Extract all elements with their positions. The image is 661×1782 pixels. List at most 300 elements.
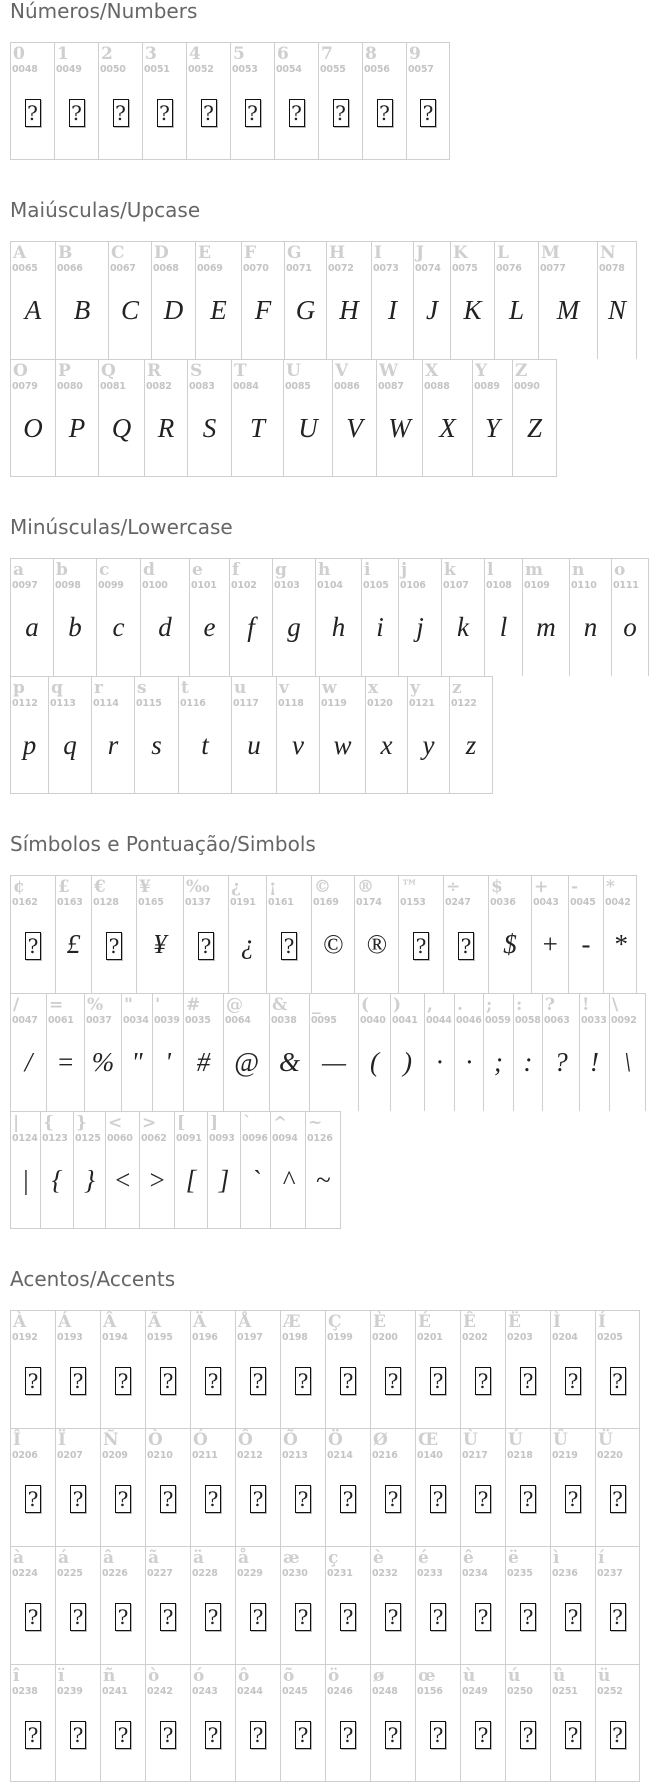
missing-glyph-icon (11, 1717, 55, 1749)
glyph-cell (488, 875, 531, 993)
character-label: $ (491, 877, 503, 897)
section-accents (10, 1268, 661, 1782)
character-code: 0193 (57, 1332, 83, 1343)
character-code: 0083 (189, 381, 215, 392)
character-code: 0047 (12, 1015, 38, 1026)
character-code: 0123 (42, 1133, 68, 1144)
glyph-cell (305, 1111, 341, 1229)
glyph-cell (269, 993, 309, 1111)
character-code: 0198 (282, 1332, 308, 1343)
character-label: { (43, 1113, 54, 1133)
glyph-preview (11, 729, 48, 761)
glyph-cell (325, 1664, 370, 1782)
character-code: 0095 (311, 1015, 337, 1026)
glyph-preview (414, 294, 450, 326)
glyph-cell (178, 676, 231, 794)
missing-glyph-icon (101, 1481, 145, 1513)
glyph-preview (513, 412, 556, 444)
glyph-text: I (388, 295, 397, 325)
character-label: f (232, 560, 240, 580)
character-code: 0105 (363, 580, 389, 591)
glyph-cell (207, 1111, 240, 1229)
glyph-cell (361, 558, 398, 676)
character-label: Ø (373, 1430, 388, 1450)
character-label: á (58, 1548, 70, 1568)
glyph-text: ? (458, 932, 474, 960)
missing-glyph-icon (551, 1599, 595, 1631)
glyph-cell (284, 241, 326, 359)
character-label: H (329, 243, 346, 263)
character-label: Ì (553, 1312, 561, 1332)
missing-glyph-icon (371, 1363, 415, 1395)
character-code: 0109 (524, 580, 550, 591)
character-label: ™ (401, 877, 418, 897)
character-label: å (238, 1548, 250, 1568)
character-label: æ (283, 1548, 300, 1568)
missing-glyph-icon (231, 95, 274, 127)
character-code: 0074 (415, 263, 441, 274)
glyph-preview (196, 294, 241, 326)
glyph-text: © (322, 929, 344, 959)
glyph-cell (235, 1310, 280, 1428)
glyph-cell (55, 1310, 100, 1428)
glyph-text: ? (205, 1603, 221, 1631)
character-code: 0169 (313, 897, 339, 908)
missing-glyph-icon (56, 1481, 100, 1513)
character-label: Ç (328, 1312, 342, 1332)
character-code: 0062 (141, 1133, 167, 1144)
character-label: ú (508, 1666, 521, 1686)
character-label: Ù (463, 1430, 478, 1450)
glyph-text: t (201, 730, 209, 760)
glyph-text: ® (366, 929, 387, 959)
character-label: q (51, 678, 63, 698)
character-code: 0120 (367, 698, 393, 709)
glyph-text: < (113, 1165, 132, 1195)
character-code: 0063 (544, 1015, 570, 1026)
glyph-preview (41, 1164, 73, 1196)
missing-glyph-icon (191, 1717, 235, 1749)
glyph-cell (370, 1428, 415, 1546)
character-code: 0197 (237, 1332, 263, 1343)
glyph-cell (100, 1546, 145, 1664)
glyph-text: ? (250, 1603, 266, 1631)
character-code: 0137 (185, 897, 211, 908)
character-code: 0073 (373, 263, 399, 274)
glyph-preview (56, 294, 108, 326)
missing-glyph-icon (99, 95, 142, 127)
glyph-text: ( (370, 1047, 379, 1077)
glyph-preview (232, 729, 276, 761)
character-code: 0194 (102, 1332, 128, 1343)
character-label: E (198, 243, 211, 263)
missing-glyph-icon (399, 928, 443, 960)
glyph-text: ? (520, 1367, 536, 1395)
glyph-preview (598, 294, 636, 326)
character-label: & (272, 995, 288, 1015)
glyph-cell (266, 875, 311, 993)
glyph-preview (74, 1164, 105, 1196)
character-label: # (186, 995, 201, 1015)
glyph-preview (362, 611, 398, 643)
character-label: d (143, 560, 155, 580)
glyph-preview (92, 729, 134, 761)
character-label: s (137, 678, 147, 698)
glyph-preview (610, 1046, 645, 1078)
character-code: 0125 (75, 1133, 101, 1144)
glyph-cell (550, 1664, 595, 1782)
section-symbols (10, 833, 661, 1229)
character-label: n (572, 560, 585, 580)
missing-glyph-icon (11, 95, 54, 127)
character-label: K (453, 243, 468, 263)
character-code: 0085 (285, 381, 311, 392)
glyph-preview (366, 729, 407, 761)
glyph-cell (460, 1310, 505, 1428)
glyph-cell (318, 42, 362, 160)
glyph-cell (424, 993, 454, 1111)
glyph-cell (274, 42, 318, 160)
glyph-text: > (147, 1165, 167, 1195)
glyph-cell (309, 993, 358, 1111)
glyph-text: L (508, 295, 525, 325)
character-code: 0101 (191, 580, 217, 591)
character-label: ¿ (231, 877, 241, 897)
glyph-text: - (581, 929, 591, 959)
character-label: X (425, 361, 439, 381)
character-label: Ä (193, 1312, 207, 1332)
glyph-grid (10, 42, 661, 160)
character-label: b (56, 560, 68, 580)
glyph-text: $ (503, 929, 517, 959)
glyph-text: ? (430, 1485, 446, 1513)
missing-glyph-icon (326, 1717, 370, 1749)
glyph-text: · (436, 1047, 443, 1077)
glyph-cell (235, 1428, 280, 1546)
character-code: 0056 (364, 64, 390, 75)
character-code: 0203 (507, 1332, 533, 1343)
missing-glyph-icon (596, 1599, 639, 1631)
missing-glyph-icon (371, 1599, 415, 1631)
missing-glyph-icon (416, 1481, 460, 1513)
character-label: â (103, 1548, 115, 1568)
glyph-preview (277, 729, 319, 761)
glyph-text: ? (69, 99, 85, 127)
missing-glyph-icon (146, 1599, 190, 1631)
glyph-cell (280, 1310, 325, 1428)
missing-glyph-icon (506, 1717, 550, 1749)
glyph-text: ? (413, 932, 429, 960)
character-label: m (525, 560, 543, 580)
glyph-preview (54, 611, 96, 643)
missing-glyph-icon (56, 1717, 100, 1749)
character-label: î (13, 1666, 20, 1686)
character-code: 0244 (237, 1686, 263, 1697)
missing-glyph-icon (461, 1599, 505, 1631)
glyph-text: j (416, 612, 424, 642)
missing-glyph-icon (101, 1599, 145, 1631)
character-label: x (368, 678, 379, 698)
glyph-cell (568, 875, 603, 993)
character-label: C (111, 243, 125, 263)
glyph-preview (184, 1046, 223, 1078)
missing-glyph-icon (56, 1363, 100, 1395)
character-code: 0100 (142, 580, 168, 591)
glyph-cell (134, 676, 178, 794)
character-code: 0207 (57, 1450, 83, 1461)
character-label: i (364, 560, 371, 580)
character-code: 0080 (57, 381, 83, 392)
glyph-cell (280, 1664, 325, 1782)
character-code: 0211 (192, 1450, 218, 1461)
missing-glyph-icon (416, 1599, 460, 1631)
character-code: 0046 (456, 1015, 482, 1026)
glyph-preview (270, 1046, 309, 1078)
character-code: 0230 (282, 1568, 308, 1579)
glyph-preview (442, 611, 484, 643)
glyph-preview (145, 412, 187, 444)
character-code: 0099 (98, 580, 124, 591)
character-code: 0249 (462, 1686, 488, 1697)
character-code: 0218 (507, 1450, 533, 1461)
glyph-cell (91, 676, 134, 794)
glyph-preview (484, 1046, 513, 1078)
missing-glyph-icon (371, 1481, 415, 1513)
character-code: 0061 (48, 1015, 74, 1026)
missing-glyph-icon (191, 1363, 235, 1395)
character-label: I (374, 243, 382, 263)
character-label: ; (486, 995, 493, 1015)
missing-glyph-icon (275, 95, 318, 127)
glyph-cell (55, 1546, 100, 1664)
character-label: c (99, 560, 110, 580)
glyph-cell (597, 241, 637, 359)
glyph-text: o (623, 612, 637, 642)
glyph-preview (514, 1046, 542, 1078)
character-code: 0121 (409, 698, 435, 709)
missing-glyph-icon (55, 95, 98, 127)
character-label: y (410, 678, 420, 698)
glyph-text: E (210, 295, 227, 325)
missing-glyph-icon (326, 1363, 370, 1395)
glyph-text: u (247, 730, 261, 760)
glyph-preview (140, 1164, 174, 1196)
glyph-text: ? (385, 1485, 401, 1513)
character-label: ó (193, 1666, 205, 1686)
glyph-cell (10, 1111, 40, 1229)
character-label: M (541, 243, 560, 263)
character-label: t (181, 678, 189, 698)
character-code: 0250 (507, 1686, 533, 1697)
glyph-text: ? (295, 1485, 311, 1513)
character-code: 0084 (233, 381, 259, 392)
glyph-text: m (536, 612, 556, 642)
character-label: ~ (308, 1113, 323, 1133)
missing-glyph-icon (56, 1599, 100, 1631)
glyph-preview (485, 611, 522, 643)
character-label: w (322, 678, 337, 698)
missing-glyph-icon (146, 1481, 190, 1513)
character-code: 0093 (209, 1133, 235, 1144)
character-label: Ó (193, 1430, 208, 1450)
glyph-grid (10, 558, 661, 794)
glyph-preview (271, 1164, 305, 1196)
glyph-text: ? (475, 1367, 491, 1395)
glyph-cell (454, 993, 483, 1111)
glyph-cell (505, 1310, 550, 1428)
character-code: 0116 (180, 698, 206, 709)
glyph-cell (325, 1310, 370, 1428)
glyph-cell (55, 1664, 100, 1782)
glyph-cell (190, 1664, 235, 1782)
character-code: 0059 (485, 1015, 511, 1026)
glyph-text: @ (234, 1047, 259, 1077)
glyph-preview (604, 928, 636, 960)
character-label: V (335, 361, 349, 381)
character-code: 0119 (321, 698, 347, 709)
glyph-cell (151, 241, 195, 359)
glyph-preview (316, 611, 361, 643)
glyph-text: ' (165, 1047, 171, 1077)
character-code: 0103 (274, 580, 300, 591)
character-label: Æ (283, 1312, 301, 1332)
glyph-text: : (523, 1047, 533, 1077)
glyph-text: ? (70, 1603, 86, 1631)
glyph-cell (240, 1111, 270, 1229)
missing-glyph-icon (551, 1717, 595, 1749)
glyph-cell (10, 1428, 55, 1546)
character-label: W (379, 361, 399, 381)
glyph-text: ? (25, 1367, 41, 1395)
glyph-text: ? (610, 1485, 626, 1513)
glyph-cell (595, 1428, 640, 1546)
glyph-cell (84, 993, 121, 1111)
glyph-preview (273, 611, 315, 643)
glyph-text: ? (565, 1603, 581, 1631)
glyph-cell (46, 993, 84, 1111)
character-code: 0050 (100, 64, 126, 75)
glyph-preview (425, 1046, 454, 1078)
glyph-preview (122, 1046, 152, 1078)
glyph-text: ? (340, 1721, 356, 1749)
character-label: + (534, 877, 549, 897)
character-code: 0114 (93, 698, 119, 709)
glyph-text: # (196, 1047, 211, 1077)
glyph-row (10, 1546, 661, 1664)
character-code: 0039 (154, 1015, 180, 1026)
glyph-text: ? (25, 99, 41, 127)
glyph-text: l (499, 612, 508, 642)
character-label: 5 (233, 44, 245, 64)
missing-glyph-icon (191, 1599, 235, 1631)
character-code: 0235 (507, 1568, 533, 1579)
glyph-text: a (25, 612, 39, 642)
glyph-cell (174, 1111, 207, 1229)
missing-glyph-icon (267, 928, 311, 960)
character-code: 0090 (514, 381, 540, 392)
glyph-text: ? (113, 99, 129, 127)
missing-glyph-icon (92, 928, 136, 960)
character-code: 0072 (328, 263, 354, 274)
character-label: g (275, 560, 287, 580)
missing-glyph-icon (11, 928, 55, 960)
glyph-preview (97, 611, 140, 643)
glyph-cell (415, 1546, 460, 1664)
character-label: ] (210, 1113, 219, 1133)
character-label: = (49, 995, 64, 1015)
character-label: Ò (148, 1430, 163, 1450)
missing-glyph-icon (326, 1481, 370, 1513)
glyph-text: ? (475, 1603, 491, 1631)
glyph-text: ? (25, 1485, 41, 1513)
glyph-text: ? (610, 1367, 626, 1395)
glyph-cell (139, 1111, 174, 1229)
character-label: o (614, 560, 626, 580)
character-code: 0213 (282, 1450, 308, 1461)
character-code: 0241 (102, 1686, 128, 1697)
character-code: 0081 (100, 381, 126, 392)
glyph-cell (145, 1664, 190, 1782)
glyph-cell (325, 1428, 370, 1546)
character-label: | (13, 1113, 20, 1133)
character-label: è (373, 1548, 384, 1568)
character-label: z (452, 678, 462, 698)
glyph-cell (10, 558, 53, 676)
glyph-cell (483, 993, 513, 1111)
glyph-preview (175, 1164, 207, 1196)
glyph-cell (142, 42, 186, 160)
missing-glyph-icon (596, 1717, 639, 1749)
character-code: 0200 (372, 1332, 398, 1343)
glyph-cell (595, 1546, 640, 1664)
character-label: € (94, 877, 106, 897)
missing-glyph-icon (506, 1481, 550, 1513)
glyph-cell (54, 42, 98, 160)
character-label: / (13, 995, 20, 1015)
glyph-preview (11, 1046, 46, 1078)
glyph-text: ! (590, 1047, 599, 1077)
character-label: û (553, 1666, 566, 1686)
glyph-cell (513, 993, 542, 1111)
character-label: Ô (238, 1430, 253, 1450)
character-code: 0089 (474, 381, 500, 392)
glyph-cell (376, 359, 422, 477)
glyph-preview (543, 1046, 579, 1078)
glyph-text: + (540, 929, 560, 959)
character-label: _ (312, 995, 321, 1015)
character-label: Y (475, 361, 488, 381)
glyph-text: ? (245, 99, 261, 127)
character-label: u (234, 678, 247, 698)
glyph-cell (10, 676, 48, 794)
glyph-text: ? (250, 1367, 266, 1395)
glyph-preview (489, 928, 531, 960)
glyph-cell (100, 1664, 145, 1782)
missing-glyph-icon (326, 1599, 370, 1631)
glyph-text: ` (251, 1165, 260, 1195)
character-code: 0202 (462, 1332, 488, 1343)
glyph-preview (333, 412, 376, 444)
character-label: ö (328, 1666, 340, 1686)
glyph-cell (512, 359, 557, 477)
missing-glyph-icon (281, 1599, 325, 1631)
character-code: 0191 (230, 897, 256, 908)
glyph-text: s (151, 730, 162, 760)
character-code: 0108 (486, 580, 512, 591)
glyph-preview (312, 928, 354, 960)
character-label: Â (103, 1312, 117, 1332)
character-code: 0098 (55, 580, 81, 591)
